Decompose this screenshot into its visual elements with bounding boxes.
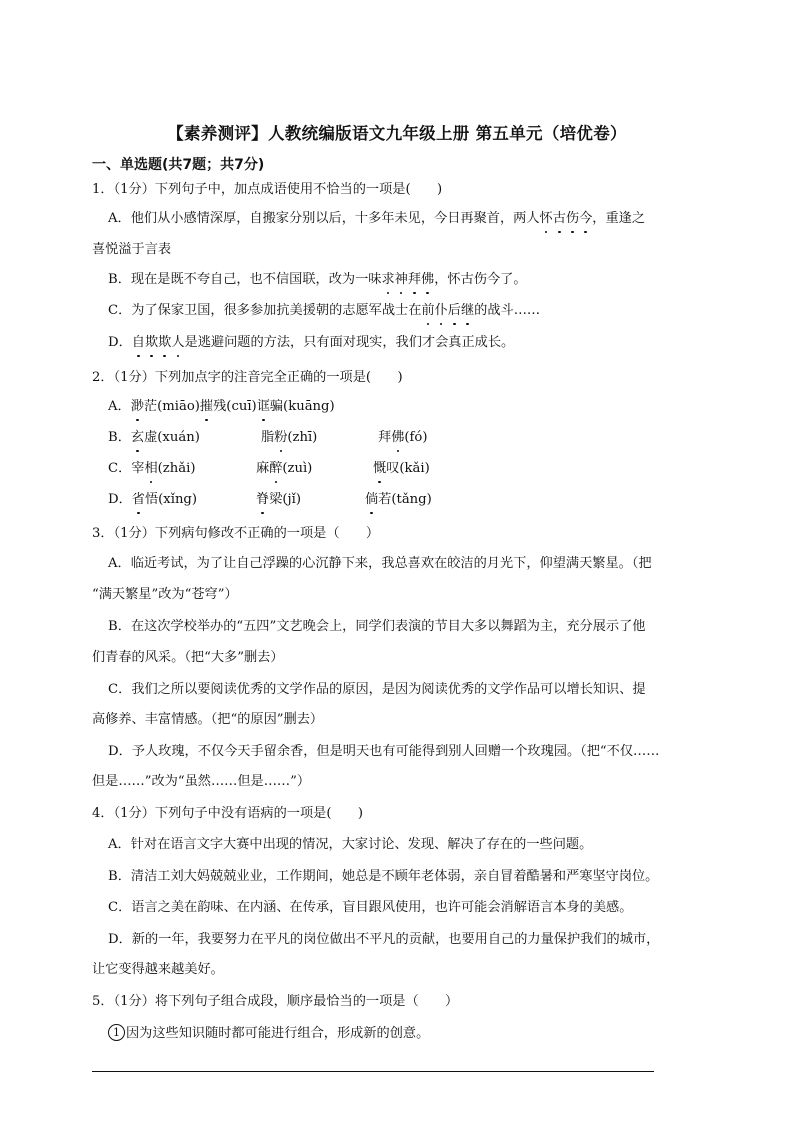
pinyin: (zhī) xyxy=(287,430,318,445)
question-4-option-c: C．语言之美在韵味、在内涵、在传承，盲目跟风使用，也许可能会消解语言本身的美感。 xyxy=(108,900,633,915)
dotted-char: 今 xyxy=(579,209,592,229)
question-2-option-d-3 xyxy=(365,490,432,510)
question-3-stem: 3．（1分）下列病句修改不正确的一项是（ ） xyxy=(92,526,380,541)
option-text: C．为了保家卫国，很多参加抗美援朝的志愿军战士在 xyxy=(108,303,422,318)
question-1-option-a-cont: 喜悦溢于言表 xyxy=(92,242,172,257)
char: 拜 xyxy=(378,430,392,445)
dotted-char: 摧 xyxy=(200,397,213,417)
question-2-option-c-2 xyxy=(256,459,312,479)
question-4-option-a: A．针对在语言文字大赛中出现的情况，大家讨论、发现、解决了存在的一些问题。 xyxy=(108,837,593,852)
question-5-stem: 5．（1分）将下列句子组合成段，顺序最恰当的一项是（ ） xyxy=(92,994,459,1009)
dotted-char: 慨 xyxy=(373,459,386,479)
dotted-char: 自 xyxy=(132,333,145,353)
char: 宰 xyxy=(131,461,145,476)
dotted-char: 人 xyxy=(171,333,184,353)
dotted-char: 欺 xyxy=(145,333,158,353)
pinyin: 虚(xuán) xyxy=(144,430,200,445)
dotted-idiom xyxy=(381,272,434,287)
dotted-char: 佛 xyxy=(391,428,404,448)
circled-number: 1 xyxy=(108,1024,125,1041)
option-text: B．现在是既不夸自己，也不信国联，改为一味 xyxy=(108,272,382,287)
dotted-char: 粉 xyxy=(274,428,287,448)
option-text: D． xyxy=(108,335,132,350)
dotted-char: 脊 xyxy=(256,490,269,510)
pinyin: 梁(jǐ) xyxy=(269,492,301,507)
dotted-char: 醉 xyxy=(269,459,282,479)
question-3-option-a: A．临近考试，为了让自己浮躁的心沉静下来，我总喜欢在皎洁的月光下，仰望满天繁星。（把 xyxy=(108,556,652,571)
question-2-option-c xyxy=(108,459,195,479)
dotted-char: 玄 xyxy=(131,428,144,448)
dotted-char: 拜 xyxy=(408,270,421,290)
dotted-char: 倘 xyxy=(365,490,378,510)
pinyin: (zhǎi) xyxy=(157,461,196,476)
dotted-char: 继 xyxy=(461,301,474,321)
option-label: C． xyxy=(108,461,132,476)
dotted-idiom xyxy=(540,211,593,226)
dotted-char: 古 xyxy=(553,209,566,229)
char: 麻 xyxy=(256,461,270,476)
dotted-char: 伤 xyxy=(566,209,579,229)
pinyin: 茫(miāo) xyxy=(143,399,200,414)
question-3-option-c-cont: 高修养、丰富情感。（把“的原因”删去） xyxy=(92,712,324,727)
question-3-option-c: C．我们之所以要阅读优秀的文学作品的原因，是因为阅读优秀的文学作品可以增长知识、提 xyxy=(108,682,646,697)
question-2-option-b xyxy=(108,428,200,448)
dotted-char: 神 xyxy=(395,270,408,290)
question-2-option-d xyxy=(108,490,197,510)
page-title: 【素养测评】人教统编版语文九年级上册 第五单元（培优卷） xyxy=(167,124,627,143)
option-label: B． xyxy=(108,430,131,445)
section-heading: 一、单选题(共7题；共7分) xyxy=(92,157,265,173)
pinyin: 骗(kuāng) xyxy=(269,399,335,414)
question-5-sentence-1 xyxy=(108,1024,429,1044)
question-1-option-b xyxy=(108,270,527,290)
pinyin: 悟(xǐng) xyxy=(144,492,198,507)
option-text: 的战斗…… xyxy=(474,303,541,318)
dotted-idiom xyxy=(132,335,185,350)
option-text: ，怀古伤今了。 xyxy=(434,272,527,287)
dotted-char: 怀 xyxy=(540,209,553,229)
question-4-option-b: B．清洁工刘大妈兢兢业业，工作期间，她总是不顾年老体弱，亲自冒着酷暑和严寒坚守岗位。 xyxy=(108,869,659,884)
dotted-char: 后 xyxy=(448,301,461,321)
option-text: 是逃避问题的方法，只有面对现实，我们才会真正成长。 xyxy=(184,335,515,350)
pinyin: 叹(kǎi) xyxy=(386,461,430,476)
sentence-text: 因为这些知识随时都可能进行组合，形成新的创意。 xyxy=(126,1026,430,1041)
char: 脂 xyxy=(261,430,275,445)
question-3-option-b-cont: 们青春的风采。（把“大多”删去） xyxy=(92,650,284,665)
question-4-option-d: D．新的一年，我要努力在平凡的岗位做出不平凡的贡献，也要用自己的力量保护我们的城市， xyxy=(108,932,660,947)
option-label: D． xyxy=(108,492,132,507)
question-3-option-d: D．予人玫瑰，不仅今天手留余香，但是明天也有可能得到别人回赠一个玫瑰园。（把“不仅…… xyxy=(108,744,660,759)
question-4-stem: 4．（1分）下列句子中没有语病的一项是( ) xyxy=(92,806,364,821)
question-2-option-a xyxy=(108,397,335,417)
dotted-char: 佛 xyxy=(421,270,434,290)
question-3-option-b: B．在这次学校举办的“五四”文艺晚会上，同学们表演的节目大多以舞蹈为主，充分展示了他 xyxy=(108,619,646,634)
pinyin: 若(tǎng) xyxy=(378,492,432,507)
option-label: A． xyxy=(108,399,131,414)
question-4-option-d-cont: 让它变得越来越美好。 xyxy=(92,962,224,977)
option-text: ，重逢之 xyxy=(592,211,646,226)
question-3-option-a-cont: “满天繁星”改为“苍穹”） xyxy=(92,587,238,602)
question-2-option-d-2 xyxy=(256,490,301,510)
question-2-stem: 2．（1分）下列加点字的注音完全正确的一项是( ) xyxy=(92,370,403,385)
dotted-char: 求 xyxy=(381,270,394,290)
dotted-char: 渺 xyxy=(131,397,144,417)
dotted-char: 仆 xyxy=(435,301,448,321)
question-1-option-a xyxy=(108,209,645,229)
question-1-option-d xyxy=(108,333,514,353)
dotted-char: 诓 xyxy=(257,397,270,417)
question-1-option-c xyxy=(108,301,540,321)
dotted-char: 欺 xyxy=(158,333,171,353)
pinyin: 残(cuī) xyxy=(213,399,257,414)
dotted-char: 省 xyxy=(132,490,145,510)
question-2-option-b-3 xyxy=(378,428,428,448)
dotted-char: 前 xyxy=(421,301,434,321)
question-3-option-d-cont: 但是……”改为“虽然……但是……”） xyxy=(92,774,311,789)
question-2-option-b-2 xyxy=(261,428,317,448)
footer-rule xyxy=(92,1071,654,1072)
dotted-char: 相 xyxy=(144,459,157,479)
question-2-option-c-3 xyxy=(373,459,430,479)
dotted-idiom xyxy=(421,303,474,318)
option-text: A．他们从小感情深厚，自搬家分别以后，十多年未见，今日再聚首，两人 xyxy=(108,211,540,226)
question-1-stem: 1．（1分）下列句子中，加点成语使用不恰当的一项是( ) xyxy=(92,182,443,197)
pinyin: (fó) xyxy=(404,430,428,445)
pinyin: (zuì) xyxy=(282,461,313,476)
